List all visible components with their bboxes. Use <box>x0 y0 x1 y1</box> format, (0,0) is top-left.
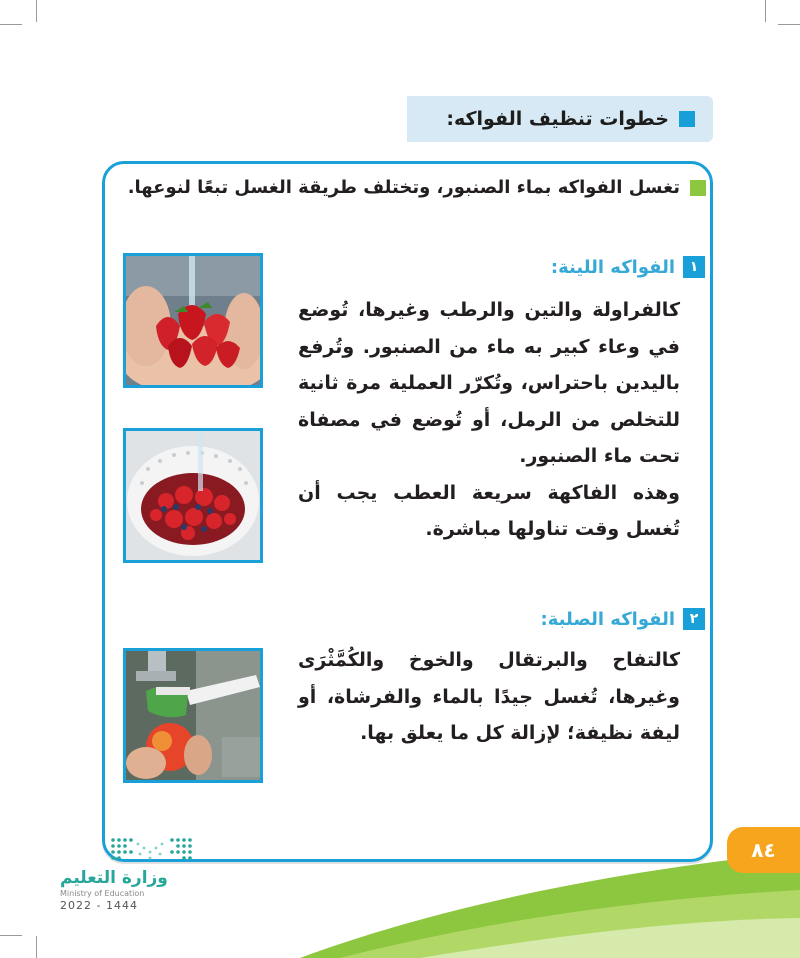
paragraph: وهذه الفاكهة سريعة العطب يجب أن تُغسل وقت تناولها مباشرة. <box>298 481 680 540</box>
square-bullet-icon <box>679 111 695 127</box>
green-square-bullet-icon <box>690 180 706 196</box>
paragraph: كالفراولة والتين والرطب وغيرها، تُوضع في وعاء كبير به ماء من الصنبور. وتُرفع باليدين باحتراس، وتُكرّر العملية مرة ثانية للتخلص من الرمل، أو تُوضع في مصفاة تحت ماء الصنبور. <box>298 299 680 467</box>
section-title: الفواكه اللينة: <box>550 256 675 278</box>
section-number-badge: ١ <box>683 256 705 278</box>
section-header <box>407 96 713 142</box>
section-number-badge: ٢ <box>683 608 705 630</box>
page-title: خطوات تنظيف الفواكه: <box>446 108 669 130</box>
strawberries-under-tap-photo <box>123 253 263 388</box>
section-1-heading <box>490 256 705 278</box>
section-2-heading <box>490 608 705 630</box>
intro-line <box>127 177 706 198</box>
ministry-dots-logo-icon <box>110 836 198 862</box>
edition-year: 2022 - 1444 <box>60 899 138 912</box>
section-2-body <box>298 642 680 752</box>
intro-text: تغسل الفواكه بماء الصنبور، وتختلف طريقة الغسل تبعًا لنوعها. <box>127 177 680 198</box>
ministry-name-english: Ministry of Education <box>60 889 145 898</box>
strawberries-in-colander-photo <box>123 428 263 563</box>
page-number-tab <box>727 827 800 873</box>
apple-brush-washing-photo <box>123 648 263 783</box>
section-title: الفواكه الصلبة: <box>540 608 675 630</box>
paragraph: كالتفاح والبرتقال والخوخ والكُمَّثْرَى وغيرها، تُغسل جيدًا بالماء والفرشاة، أو ليفة نظيفة؛ لإزالة كل ما يعلق بها. <box>298 649 680 744</box>
ministry-logo <box>60 868 168 912</box>
section-1-body <box>298 292 680 548</box>
page-number: ٨٤ <box>751 838 776 862</box>
ministry-name-arabic: وزارة التعليم <box>60 868 168 888</box>
